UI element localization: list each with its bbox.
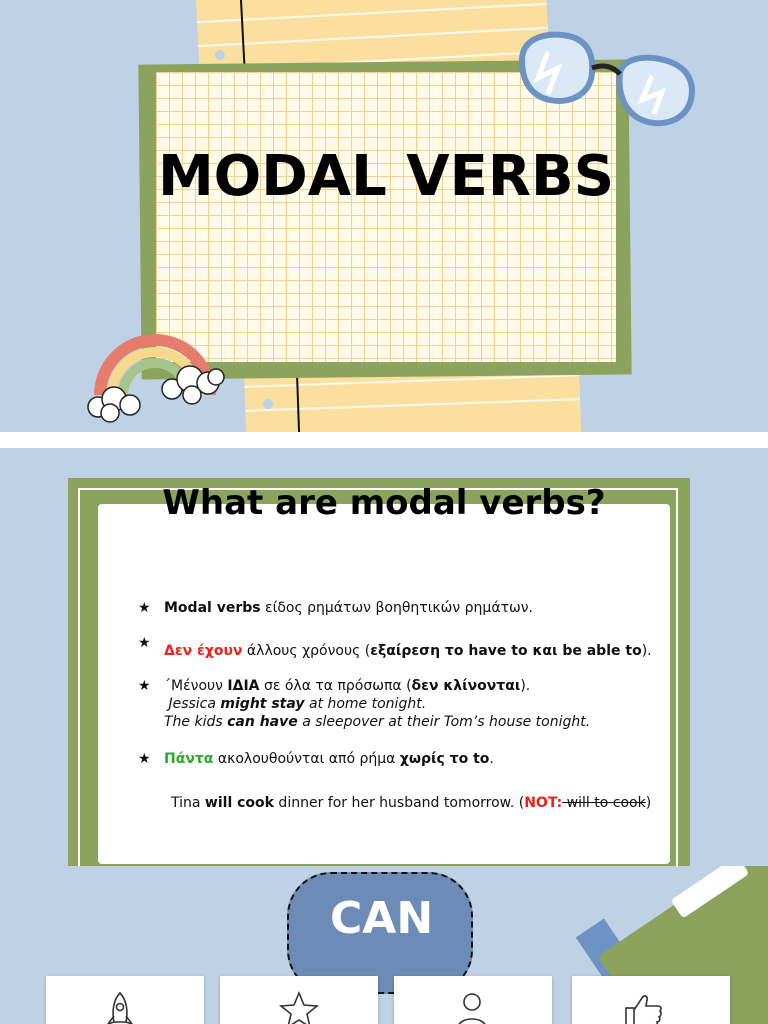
rocket-card [46, 976, 204, 1024]
can-slide [0, 866, 768, 1024]
star-card [220, 976, 378, 1024]
section-heading: What are modal verbs? [162, 483, 606, 523]
bullet-list [138, 598, 658, 821]
star-icon [277, 990, 321, 1024]
example-sentence: The kids can have a sleepover at their Tom’s house tonight. [164, 714, 591, 730]
star-bullet-icon: ★ [138, 635, 151, 651]
example-sentence: Tina will cook dinner for her husband tomorrow. (NOT: will to cook) [171, 795, 652, 811]
rainbow-icon [80, 333, 230, 423]
slide-title: MODAL VERBS [157, 144, 615, 209]
list-item: ★ Modal verbs είδος ρημάτων βοηθητικών ρημάτων. [138, 600, 533, 616]
title-slide [0, 0, 768, 432]
slide-title: CAN [330, 893, 434, 944]
rocket-icon [100, 990, 140, 1024]
list-item: ★ ΄Μένουν ΙΔΙΑ σε όλα τα πρόσωπα (δεν κλίνονται). Jessica might stay at home tonight. The kids can have a sleepover at their Tom’s house tonight. [138, 677, 658, 731]
person-card [394, 976, 552, 1024]
star-bullet-icon: ★ [138, 751, 151, 767]
example-sentence: Jessica might stay at home tonight. [168, 696, 427, 712]
star-bullet-icon: ★ [138, 600, 151, 616]
info-slide [0, 448, 768, 866]
thumbs-up-card [572, 976, 730, 1024]
star-bullet-icon: ★ [138, 678, 151, 694]
list-item: ★ Δεν έχουν άλλους χρόνους (εξαίρεση το have to και be able to). [138, 633, 658, 669]
person-icon [452, 990, 492, 1024]
glasses-icon [512, 28, 702, 138]
thumbs-up-icon [622, 990, 666, 1024]
list-item: ★ Πάντα ακολουθούνται από ρήμα χωρίς το to. [138, 751, 494, 767]
